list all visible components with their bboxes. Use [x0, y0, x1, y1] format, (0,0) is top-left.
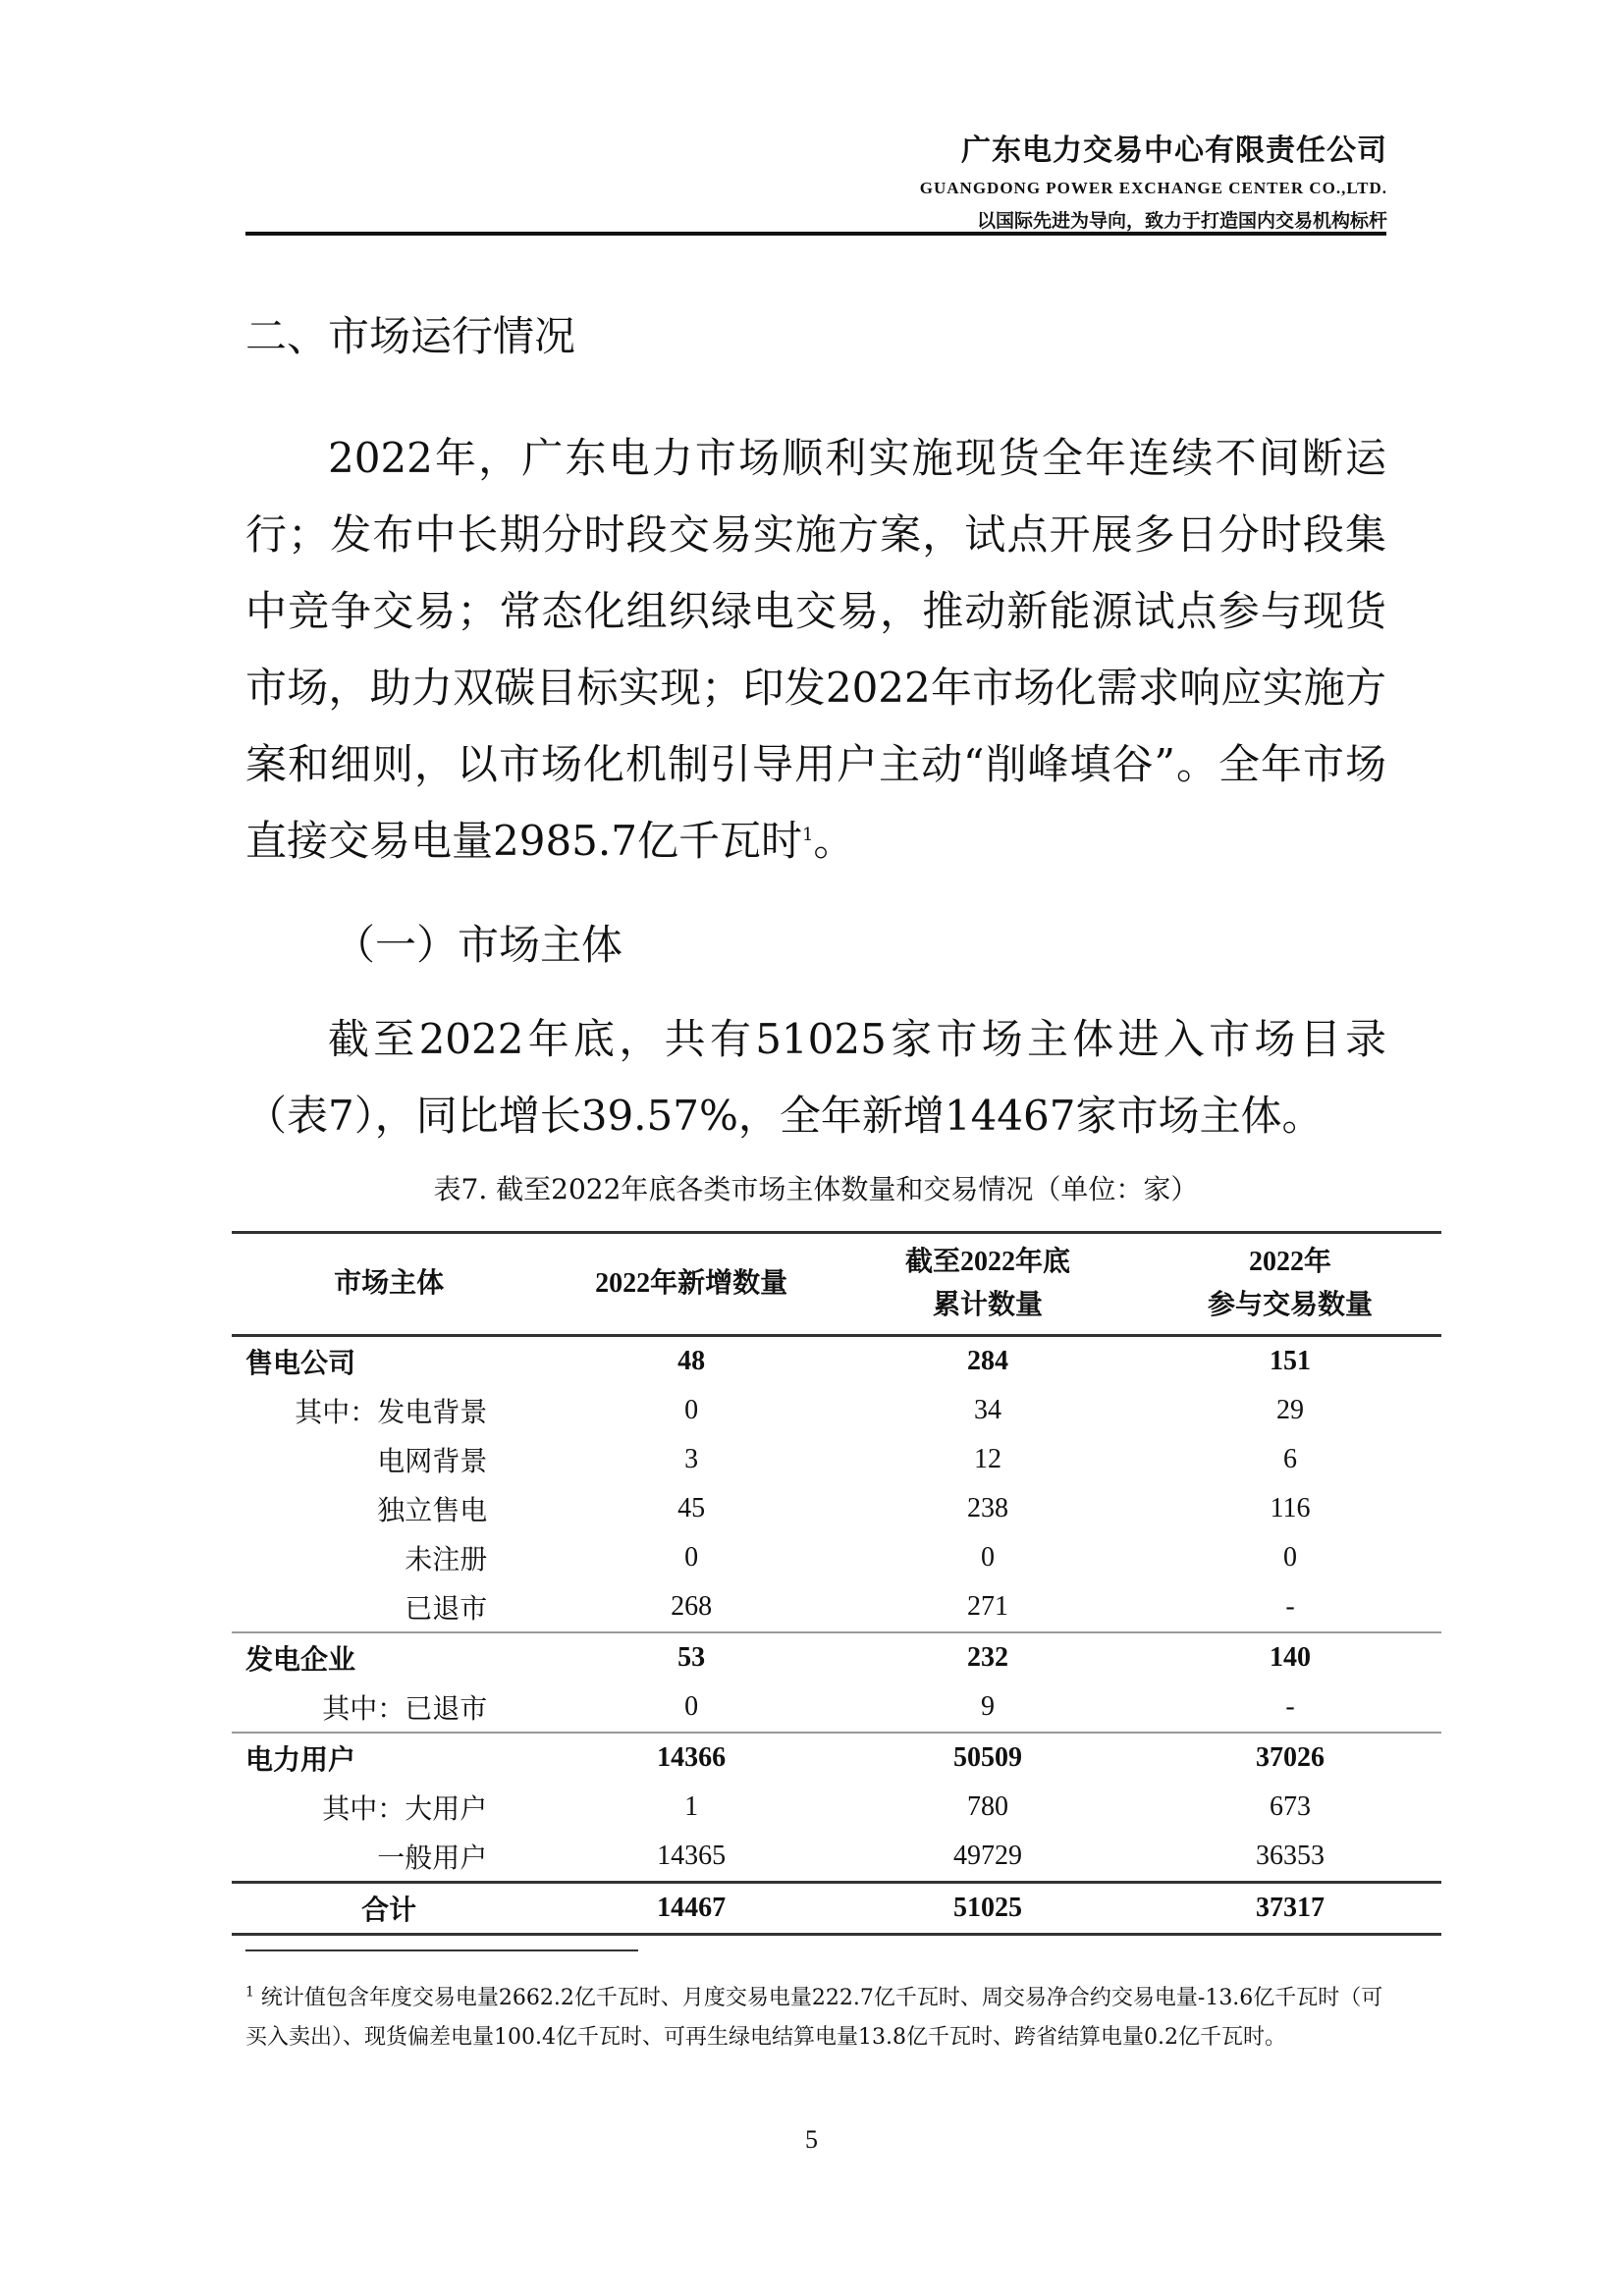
table-row — [232, 1484, 1441, 1533]
cell-new: 14366 — [546, 1733, 837, 1783]
cell-traded: 37317 — [1139, 1883, 1441, 1935]
company-slogan: 以国际先进为导向，致力于打造国内交易机构标杆 — [976, 210, 1387, 232]
row-label: 已退市 — [405, 1594, 488, 1625]
page-number: 5 — [805, 2125, 818, 2154]
cell-cumulative: 0 — [980, 1542, 995, 1573]
subsection-title: （一）市场主体 — [334, 921, 623, 969]
company-name-cn: 广东电力交易中心有限责任公司 — [961, 133, 1387, 168]
table-caption: 表7. 截至2022年底各类市场主体数量和交易情况（单位：家） — [433, 1173, 1199, 1205]
paragraph-text: 2022年，广东电力市场顺利实施现货全年连续不间断运行；发布中长期分时段交易实施方案，试点开展多日分时段集中竞争交易；常态化组织绿电交易，推动新能源试点参与现货市场，助力双碳目标实现；印发2022年市场化需求响应实施方案和细则，以市场化机制引导用户主动“削峰填谷”。全年市场直接交易电量2985.7亿千瓦时 — [245, 434, 1386, 865]
cell-cumulative: 780 — [966, 1791, 1008, 1822]
cell-traded: - — [1285, 1691, 1295, 1722]
cell-new: 14365 — [657, 1841, 727, 1871]
cell-cumulative: 271 — [966, 1591, 1008, 1622]
paragraph-market-operation — [245, 420, 1386, 880]
footnote-text: 统计值包含年度交易电量2662.2亿千瓦时、月度交易电量222.7亿千瓦时、周交易净合约交易电量-13.6亿千瓦时（可买入卖出）、现货偏差电量100.4亿千瓦时、可再生绿电结算电量13.8亿千瓦时、跨省结算电量0.2亿千瓦时。 — [245, 1986, 1383, 2050]
cell-traded: 140 — [1139, 1632, 1441, 1682]
table-body — [232, 1336, 1441, 1935]
cell-cumulative: 51025 — [837, 1883, 1139, 1935]
cell-cumulative: 34 — [973, 1395, 1001, 1425]
cell-new: 53 — [546, 1632, 837, 1682]
row-label: 电力用户 — [232, 1733, 546, 1783]
row-label: 合计 — [232, 1883, 546, 1935]
footnote-reference[interactable]: 1 — [801, 825, 814, 845]
cell-new: 14467 — [546, 1883, 837, 1935]
paragraph-end: 。 — [813, 817, 855, 865]
table-row — [232, 1832, 1441, 1883]
cell-new: 268 — [671, 1591, 713, 1622]
table-row — [232, 1682, 1441, 1733]
column-header: 2022年 参与交易数量 — [1139, 1233, 1441, 1336]
row-label: 电网背景 — [377, 1447, 488, 1477]
cell-traded: 151 — [1269, 1346, 1311, 1376]
row-label: 其中：已退市 — [322, 1694, 488, 1725]
cell-cumulative: 49729 — [952, 1841, 1022, 1871]
cell-new: 45 — [677, 1493, 706, 1523]
cell-cumulative: 12 — [973, 1444, 1001, 1474]
table-row — [232, 1783, 1441, 1832]
row-label: 未注册 — [405, 1545, 488, 1575]
cell-traded: 673 — [1269, 1791, 1311, 1822]
row-label: 发电企业 — [232, 1632, 546, 1682]
column-header: 2022年新增数量 — [546, 1233, 837, 1336]
page-header — [920, 126, 1387, 233]
cell-traded: 6 — [1282, 1444, 1297, 1474]
footnote — [245, 1979, 1386, 2057]
footnote-marker: 1 — [245, 1984, 254, 2001]
cell-new: 3 — [684, 1444, 699, 1474]
cell-traded: 0 — [1282, 1542, 1297, 1573]
cell-traded: 37026 — [1139, 1733, 1441, 1783]
table-row — [232, 1883, 1441, 1935]
section-title: 二、市场运行情况 — [245, 312, 576, 360]
row-label: 一般用户 — [377, 1843, 488, 1874]
cell-traded: - — [1285, 1591, 1295, 1622]
row-label: 其中：大用户 — [322, 1794, 488, 1825]
cell-new: 0 — [684, 1542, 699, 1573]
cell-traded: 29 — [1275, 1395, 1304, 1425]
cell-cumulative: 284 — [966, 1346, 1008, 1376]
header-divider — [245, 232, 1386, 236]
table-row — [232, 1336, 1441, 1387]
cell-cumulative: 9 — [980, 1691, 995, 1722]
cell-traded: 116 — [1270, 1493, 1311, 1523]
column-header: 市场主体 — [232, 1233, 546, 1336]
table-header-row — [232, 1233, 1441, 1336]
cell-cumulative: 50509 — [837, 1733, 1139, 1783]
table-row — [232, 1386, 1441, 1435]
paragraph-market-entities: 截至2022年底，共有51025家市场主体进入市场目录（表7），同比增长39.57%，全年新增14467家市场主体。 — [245, 1015, 1386, 1140]
footnote-divider — [245, 1949, 638, 1951]
cell-new: 0 — [684, 1691, 699, 1722]
market-entities-table — [232, 1231, 1441, 1936]
table-row — [232, 1733, 1441, 1783]
cell-new: 0 — [684, 1395, 699, 1425]
cell-cumulative: 232 — [837, 1632, 1139, 1682]
row-label: 其中：发电背景 — [295, 1398, 488, 1428]
table-row — [232, 1533, 1441, 1582]
cell-cumulative: 238 — [966, 1493, 1008, 1523]
cell-new: 1 — [684, 1791, 699, 1822]
table-row — [232, 1435, 1441, 1484]
table-row — [232, 1632, 1441, 1682]
row-label: 独立售电 — [377, 1496, 488, 1526]
row-label: 售电公司 — [245, 1349, 356, 1379]
cell-new: 48 — [677, 1346, 706, 1376]
table-row — [232, 1582, 1441, 1632]
column-header: 截至2022年底 累计数量 — [837, 1233, 1139, 1336]
cell-traded: 36353 — [1255, 1841, 1325, 1871]
company-name-en: GUANGDONG POWER EXCHANGE CENTER CO.,LTD. — [919, 179, 1387, 197]
